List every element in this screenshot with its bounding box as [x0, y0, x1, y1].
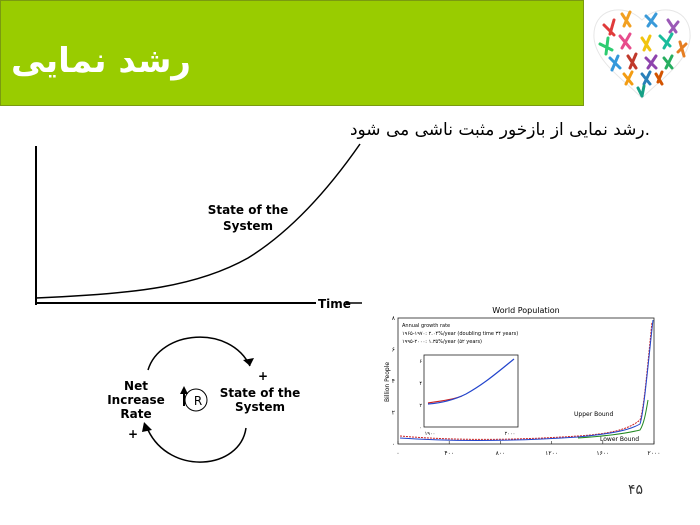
loop-arrow-top [148, 337, 250, 370]
x-tick-label: ۱۶۰۰ [596, 450, 610, 457]
net-increase-label-1: Net [124, 379, 148, 393]
state-label-1: State of the [219, 386, 301, 400]
x-tick-label: ۱۲۰۰ [545, 450, 559, 457]
x-tick-label: ۲۰۰۰ [647, 450, 661, 457]
inset-y-ticks [419, 359, 422, 431]
exponential-growth-graph [28, 140, 368, 320]
page-number: ۴۵ [628, 482, 644, 498]
lower-bound-label: Lower Bound [600, 436, 640, 443]
inset-x-ticks [425, 431, 516, 437]
x-axis-label: Time [318, 297, 351, 311]
x-tick-label: ۴۰۰ [444, 450, 455, 457]
inset-y-tick-label: ۶ [419, 359, 422, 365]
slide-subtitle: .رشد نمایی از بازخور مثبت ناشی می شود [349, 120, 650, 140]
chart-title: World Population [492, 306, 560, 315]
y-tick-label: ۴ [391, 378, 395, 385]
inset-y-tick-label: ۰ [419, 425, 422, 431]
y-tick-label: ۸ [391, 315, 395, 322]
reinforcing-loop-diagram [100, 330, 310, 480]
growth-curve [36, 144, 360, 298]
x-ticks [396, 441, 660, 457]
y-tick-label: ۶ [391, 346, 395, 354]
plus-bottom-label: + [128, 427, 139, 441]
legend-header: Annual growth rate [402, 323, 451, 329]
world-population-chart [378, 300, 668, 462]
net-increase-label-3: Rate [120, 407, 152, 421]
y-tick-label: ۰ [391, 441, 395, 448]
inset-x-tick-label: ۱۹۰۰ [424, 431, 436, 437]
upper-bound-label: Upper Bound [574, 411, 614, 418]
title-bar [0, 0, 584, 106]
curve-label-line1: State of the [207, 203, 289, 217]
state-label-2: System [235, 400, 285, 414]
y-ticks [392, 315, 396, 448]
loop-arrow-bottom [148, 428, 246, 462]
x-tick-label: ۸۰۰ [495, 450, 506, 457]
inset-x-tick-label: ۲۰۰۰ [504, 431, 516, 437]
legend-line-2: ۱۹۹۵-۲۰۰۰: ۱.۳۵%/year (۵۲ years) [402, 339, 483, 345]
legend-line-1: ۱۹۶۵-۱۹۷۰: ۲.۰۴%/year (doubling time ۳۴ years) [402, 331, 519, 337]
y-tick-label: ۲ [391, 409, 395, 417]
curve-label-line2: System [223, 219, 273, 233]
inset-y-tick-label: ۲ [419, 403, 422, 409]
loop-marker-r-text: R [193, 394, 203, 408]
logo-icon [584, 0, 700, 106]
y-axis-label: Billion People [384, 361, 391, 403]
net-increase-label-2: Increase [107, 393, 165, 407]
inset-y-tick-label: ۴ [419, 381, 422, 387]
plus-top-label: + [258, 369, 269, 383]
slide-title: رشد نمایی [11, 41, 191, 81]
x-tick-label: ۰ [396, 450, 400, 457]
